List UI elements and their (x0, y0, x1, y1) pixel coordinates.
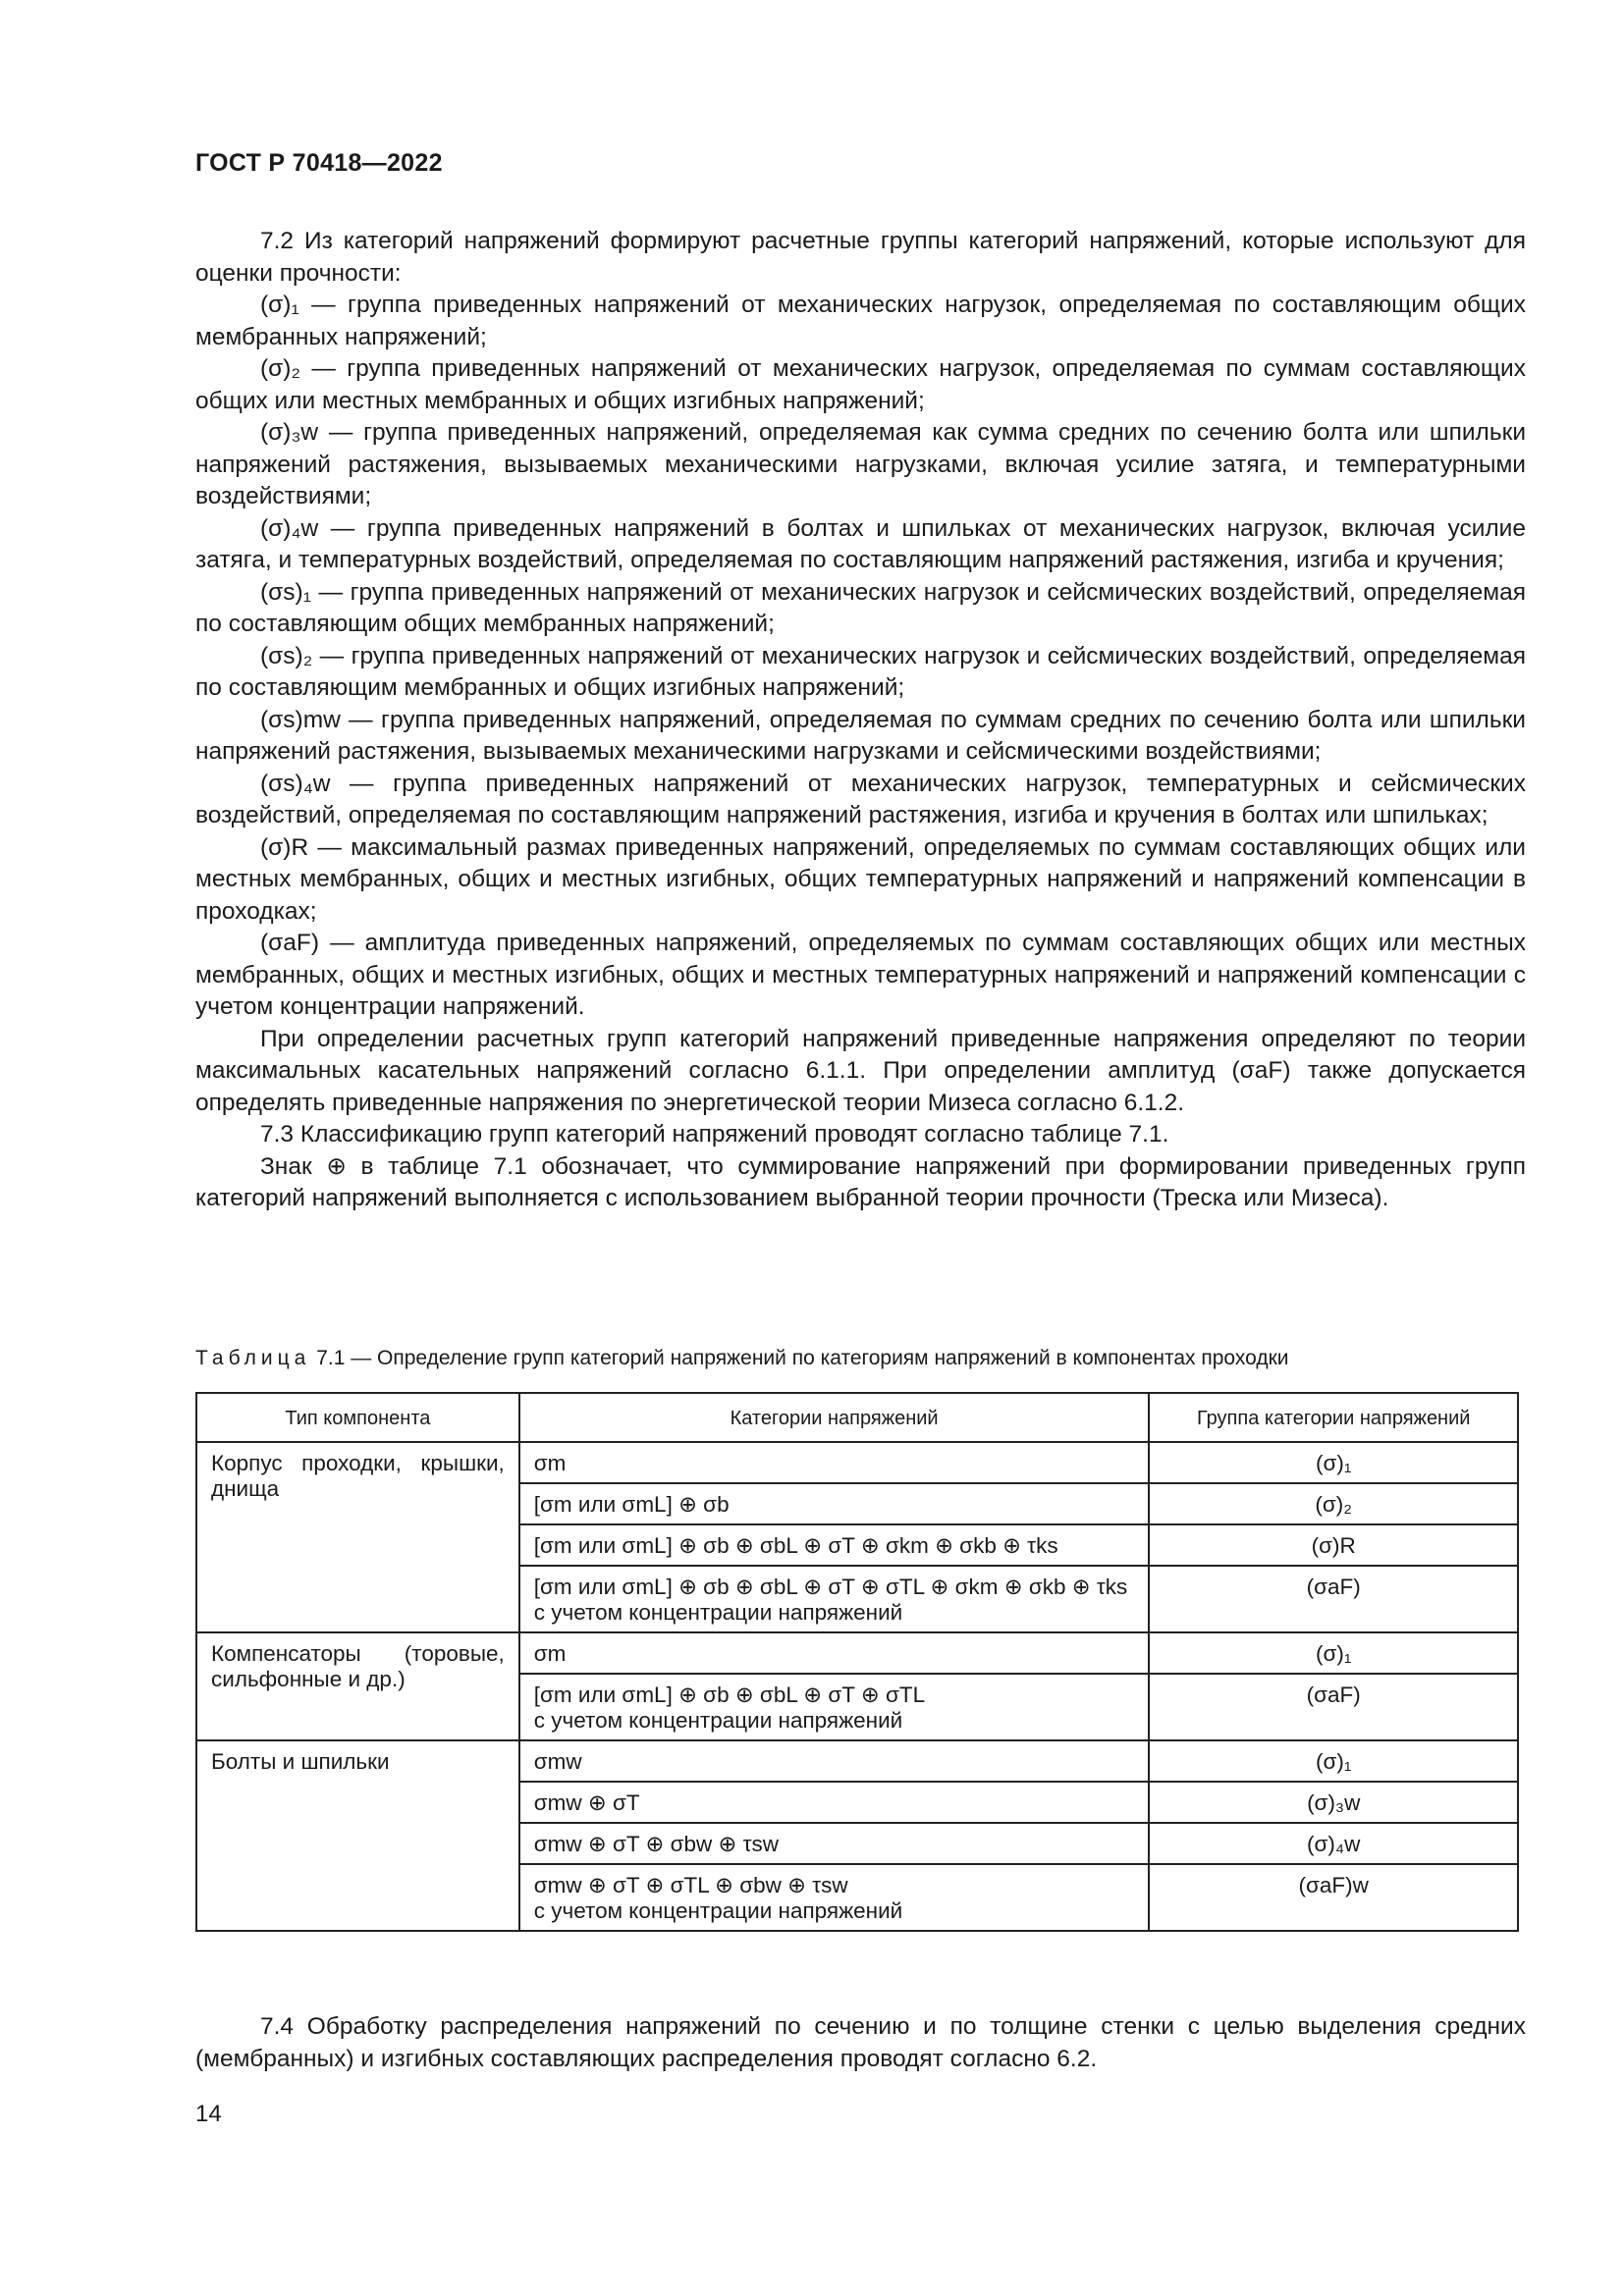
paragraph: При определении расчетных групп категорий напряжений приведенные напряжения определяют по теории максимальных касательных напряжений согласно 6.1.1. При определении амплитуд (σaF) также допускается определять приведенные напряжения по энергетической теории Мизеса согласно 6.1.2. (195, 1025, 1526, 1116)
group-cell: (σaF)w (1149, 1864, 1518, 1931)
paragraph: (σ)R — максимальный размах приведенных напряжений, определяемых по суммам составляющих общих или местных мембранных, общих и местных изгибных, общих температурных напряжений и напряжений компенсации в проходках; (195, 833, 1526, 925)
categories-cell: [σm или σmL] ⊕ σb ⊕ σbL ⊕ σT ⊕ σkm ⊕ σkb ⊕ τks (519, 1524, 1150, 1566)
page-number: 14 (195, 2101, 222, 2127)
categories-note: с учетом концентрации напряжений (533, 1708, 903, 1733)
categories-cell: σm (519, 1442, 1150, 1483)
table-caption (195, 1347, 1526, 1370)
paragraph: 7.2 Из категорий напряжений формируют расчетные группы категорий напряжений, которые используют для оценки прочности: (195, 228, 1526, 287)
paragraph: 7.4 Обработку распределения напряжений по сечению и по толщине стенки с целью выделения средних (мембранных) и изгибных составляющих распределения проводят согласно 6.2. (195, 2013, 1526, 2072)
stress-groups-table (195, 1392, 1519, 1932)
table-caption-text: 7.1 — Определение групп категорий напряжений по категориям напряжений в компонентах проходки (316, 1347, 1289, 1369)
categories-cell: σmw (519, 1740, 1150, 1782)
group-cell: (σ)₂ (1149, 1483, 1518, 1524)
paragraph: (σs)mw — группа приведенных напряжений, определяемая по суммам средних по сечению болта или шпильки напряжений растяжения, вызываемых механическими нагрузками и сейсмическими воздействиями; (195, 706, 1526, 765)
categories-note: с учетом концентрации напряжений (533, 1898, 903, 1923)
categories-cell: σm (519, 1632, 1150, 1674)
categories-formula: [σm или σmL] ⊕ σb ⊕ σbL ⊕ σT ⊕ σTL ⊕ σkm ⊕ σkb ⊕ τks (533, 1575, 1128, 1599)
table-header-row (196, 1393, 1518, 1442)
group-cell: (σ)R (1149, 1524, 1518, 1566)
table-caption-label: Таблица (195, 1347, 311, 1369)
group-cell: (σ)₄w (1149, 1823, 1518, 1864)
component-cell: Болты и шпильки (196, 1740, 519, 1931)
paragraph: Знак ⊕ в таблице 7.1 обозначает, что суммирование напряжений при формировании приведенных групп категорий напряжений выполняется с использованием выбранной теории прочности (Треска или Мизеса). (195, 1152, 1526, 1211)
paragraph: (σ)₃w — группа приведенных напряжений, определяемая как сумма средних по сечению болта или шпильки напряжений растяжения, вызываемых механическими нагрузками, включая усилие затяга, и температурными воздействиями; (195, 419, 1526, 509)
paragraph: 7.3 Классификацию групп категорий напряжений проводят согласно таблице 7.1. (260, 1121, 1169, 1148)
component-cell: Компенсаторы (торовые, сильфонные и др.) (196, 1632, 519, 1740)
group-cell: (σaF) (1149, 1566, 1518, 1632)
paragraph: (σs)₄w — группа приведенных напряжений от механических нагрузок, температурных и сейсмических воздействий, определяемая по составляющим напряжений растяжения, изгиба и кручения в болтах или шпильках; (195, 770, 1526, 828)
body-text (195, 226, 1526, 1215)
group-cell: (σ)₃w (1149, 1782, 1518, 1823)
paragraph: (σs)₁ — группа приведенных напряжений от механических нагрузок и сейсмических воздействий, определяемая по составляющим общих мембранных напряжений; (195, 578, 1526, 637)
header-stress-group: Группа категории напряжений (1149, 1393, 1518, 1442)
paragraph: (σ)₁ — группа приведенных напряжений от механических нагрузок, определяемая по составляющим общих мембранных напряжений; (195, 292, 1526, 350)
group-cell: (σaF) (1149, 1674, 1518, 1740)
categories-cell (519, 1674, 1150, 1740)
categories-cell: σmw ⊕ σT ⊕ σbw ⊕ τsw (519, 1823, 1150, 1864)
categories-cell (519, 1566, 1150, 1632)
document-header: ГОСТ Р 70418—2022 (195, 149, 443, 177)
table-row (196, 1740, 1518, 1782)
categories-cell: σmw ⊕ σT (519, 1782, 1150, 1823)
group-cell: (σ)₁ (1149, 1740, 1518, 1782)
categories-cell (519, 1864, 1150, 1931)
header-stress-categories: Категории напряжений (519, 1393, 1150, 1442)
component-cell: Корпус проходки, крышки, днища (196, 1442, 519, 1632)
table-row (196, 1632, 1518, 1674)
paragraph: (σaF) — амплитуда приведенных напряжений, определяемых по суммам составляющих общих или местных мембранных, общих и местных изгибных, общих и местных температурных напряжений и напряжений компенсации с учетом концентрации напряжений. (195, 930, 1526, 1020)
table-row (196, 1442, 1518, 1483)
group-cell: (σ)₁ (1149, 1632, 1518, 1674)
group-cell: (σ)₁ (1149, 1442, 1518, 1483)
categories-formula: [σm или σmL] ⊕ σb ⊕ σbL ⊕ σT ⊕ σTL (533, 1682, 926, 1707)
closing-text (195, 2010, 1526, 2075)
paragraph: (σ)₄w — группа приведенных напряжений в болтах и шпильках от механических нагрузок, включая усилие затяга, и температурных воздействий, определяемая по составляющим напряжений растяжения, изгиба и кручения; (195, 514, 1526, 573)
categories-cell: [σm или σmL] ⊕ σb (519, 1483, 1150, 1524)
header-component-type: Тип компонента (196, 1393, 519, 1442)
categories-note: с учетом концентрации напряжений (533, 1600, 903, 1625)
categories-formula: σmw ⊕ σT ⊕ σTL ⊕ σbw ⊕ τsw (533, 1873, 848, 1897)
paragraph: (σ)₂ — группа приведенных напряжений от механических нагрузок, определяемая по суммам составляющих общих или местных мембранных и общих изгибных напряжений; (195, 355, 1526, 414)
paragraph: (σs)₂ — группа приведенных напряжений от механических нагрузок и сейсмических воздействий, определяемая по составляющим мембранных и общих изгибных напряжений; (195, 642, 1526, 701)
